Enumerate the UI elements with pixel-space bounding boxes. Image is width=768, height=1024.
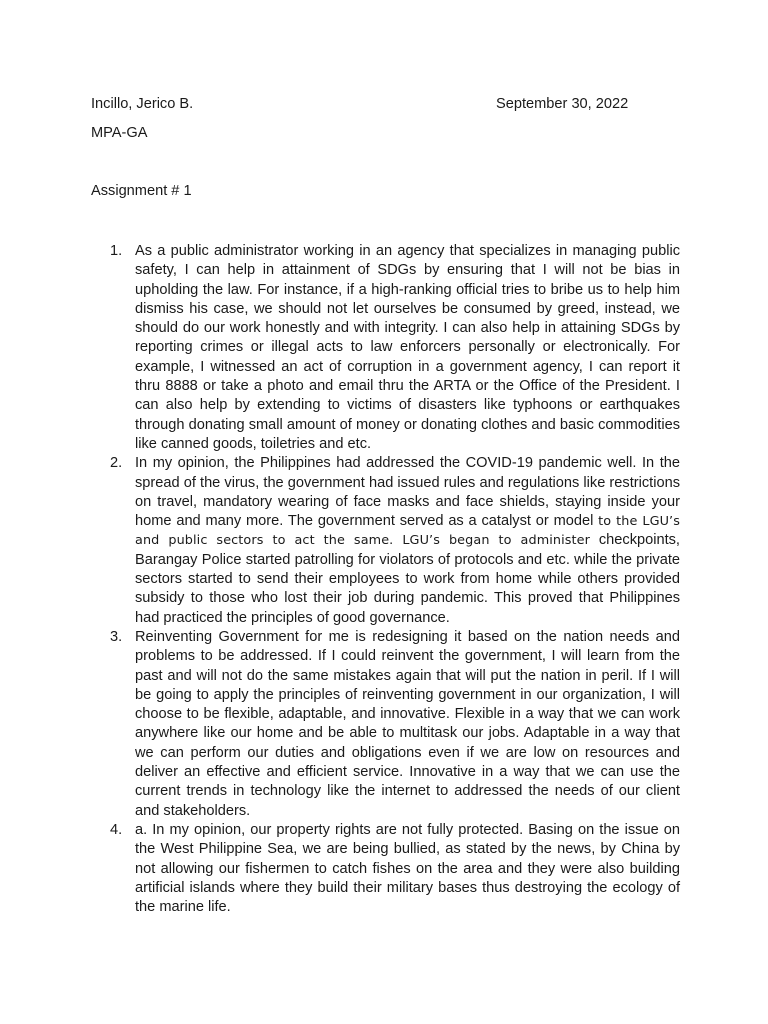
author-name: Incillo, Jerico B. — [91, 96, 194, 112]
item-number: 4. — [110, 821, 123, 838]
item-text-part-a: In my opinion, the Philippines had addressed the COVID-19 pandemic well. In the spread of the virus, the government had issued rules and regulations like restrictions on travel, mandatory wearing of face masks and face shields, staying inside your home and many more. The government served as a catalyst or model — [135, 455, 680, 530]
item-number: 2. — [110, 455, 123, 472]
list-item-2 — [100, 454, 680, 628]
answer-list — [100, 242, 680, 917]
assignment-title: Assignment # 1 — [91, 183, 192, 199]
list-item-3 — [100, 628, 680, 821]
item-text: As a public administrator working in an agency that specializes in managing public safety, I can help in attainment of SDGs by ensuring that I will not be bias in upholding the law. For instance, if a high-ranking official tries to bribe us to help him dismiss his case, we should not let ourselves be consumed by greed, instead, we should do our work honestly and with integrity. I can also help in attaining SDGs by reporting crimes or illegal acts to law enforcers personally or electronically. For example, I witnessed an act of corruption in a government agency, I can report it thru 8888 or take a photo and email thru the ARTA or the Office of the President. I can also help by extending to victims of disasters like typhoons or earthquakes through donating small amount of money or donating clothes and basic commodities like canned goods, toiletries and etc. — [135, 243, 680, 452]
document-date: September 30, 2022 — [496, 96, 629, 112]
program-name: MPA-GA — [91, 125, 148, 141]
item-number: 3. — [110, 628, 123, 645]
item-text: a. In my opinion, our property rights are not fully protected. Basing on the issue on the West Philippine Sea, we are being bullied, as stated by the news, by China by not allowing our fishermen to catch fishes on the area and they were also building artificial islands where they build their military bases thus destroying the ecology of the marine life. — [135, 821, 680, 916]
item-text: Reinventing Government for me is redesigning it based on the nation needs and problems to be addressed. If I could reinvent the government, I will learn from the past and will not do the same mistakes again that will put the nation in peril. If I will be going to apply the principles of reinventing government in our organization, I will choose to be flexible, adaptable, and innovative. Flexible in a way that we can work anywhere like our home and be able to multitask our jobs. Adaptable in a way that we can perform our duties and obligations even if we are low on resources and deliver an effective and efficient service. Innovative in a way that we can use the current trends in technology like the internet to addressed the needs of our client and stakeholders. — [135, 628, 680, 819]
item-text-part-b: to the LGU’s and public sectors to act the same. LGU’s began to administer — [135, 514, 680, 549]
list-item-1 — [100, 242, 680, 454]
item-number: 1. — [110, 243, 123, 259]
item-text-part-c: checkpoints, Barangay Police started patrolling for violators of protocols and etc. while the private sectors started to send their employees to work from home while others provided subsidy to those who lost their job during pandemic. This proved that Philippines had practiced the principles of good governance. — [135, 532, 680, 626]
list-item-4 — [100, 821, 680, 917]
